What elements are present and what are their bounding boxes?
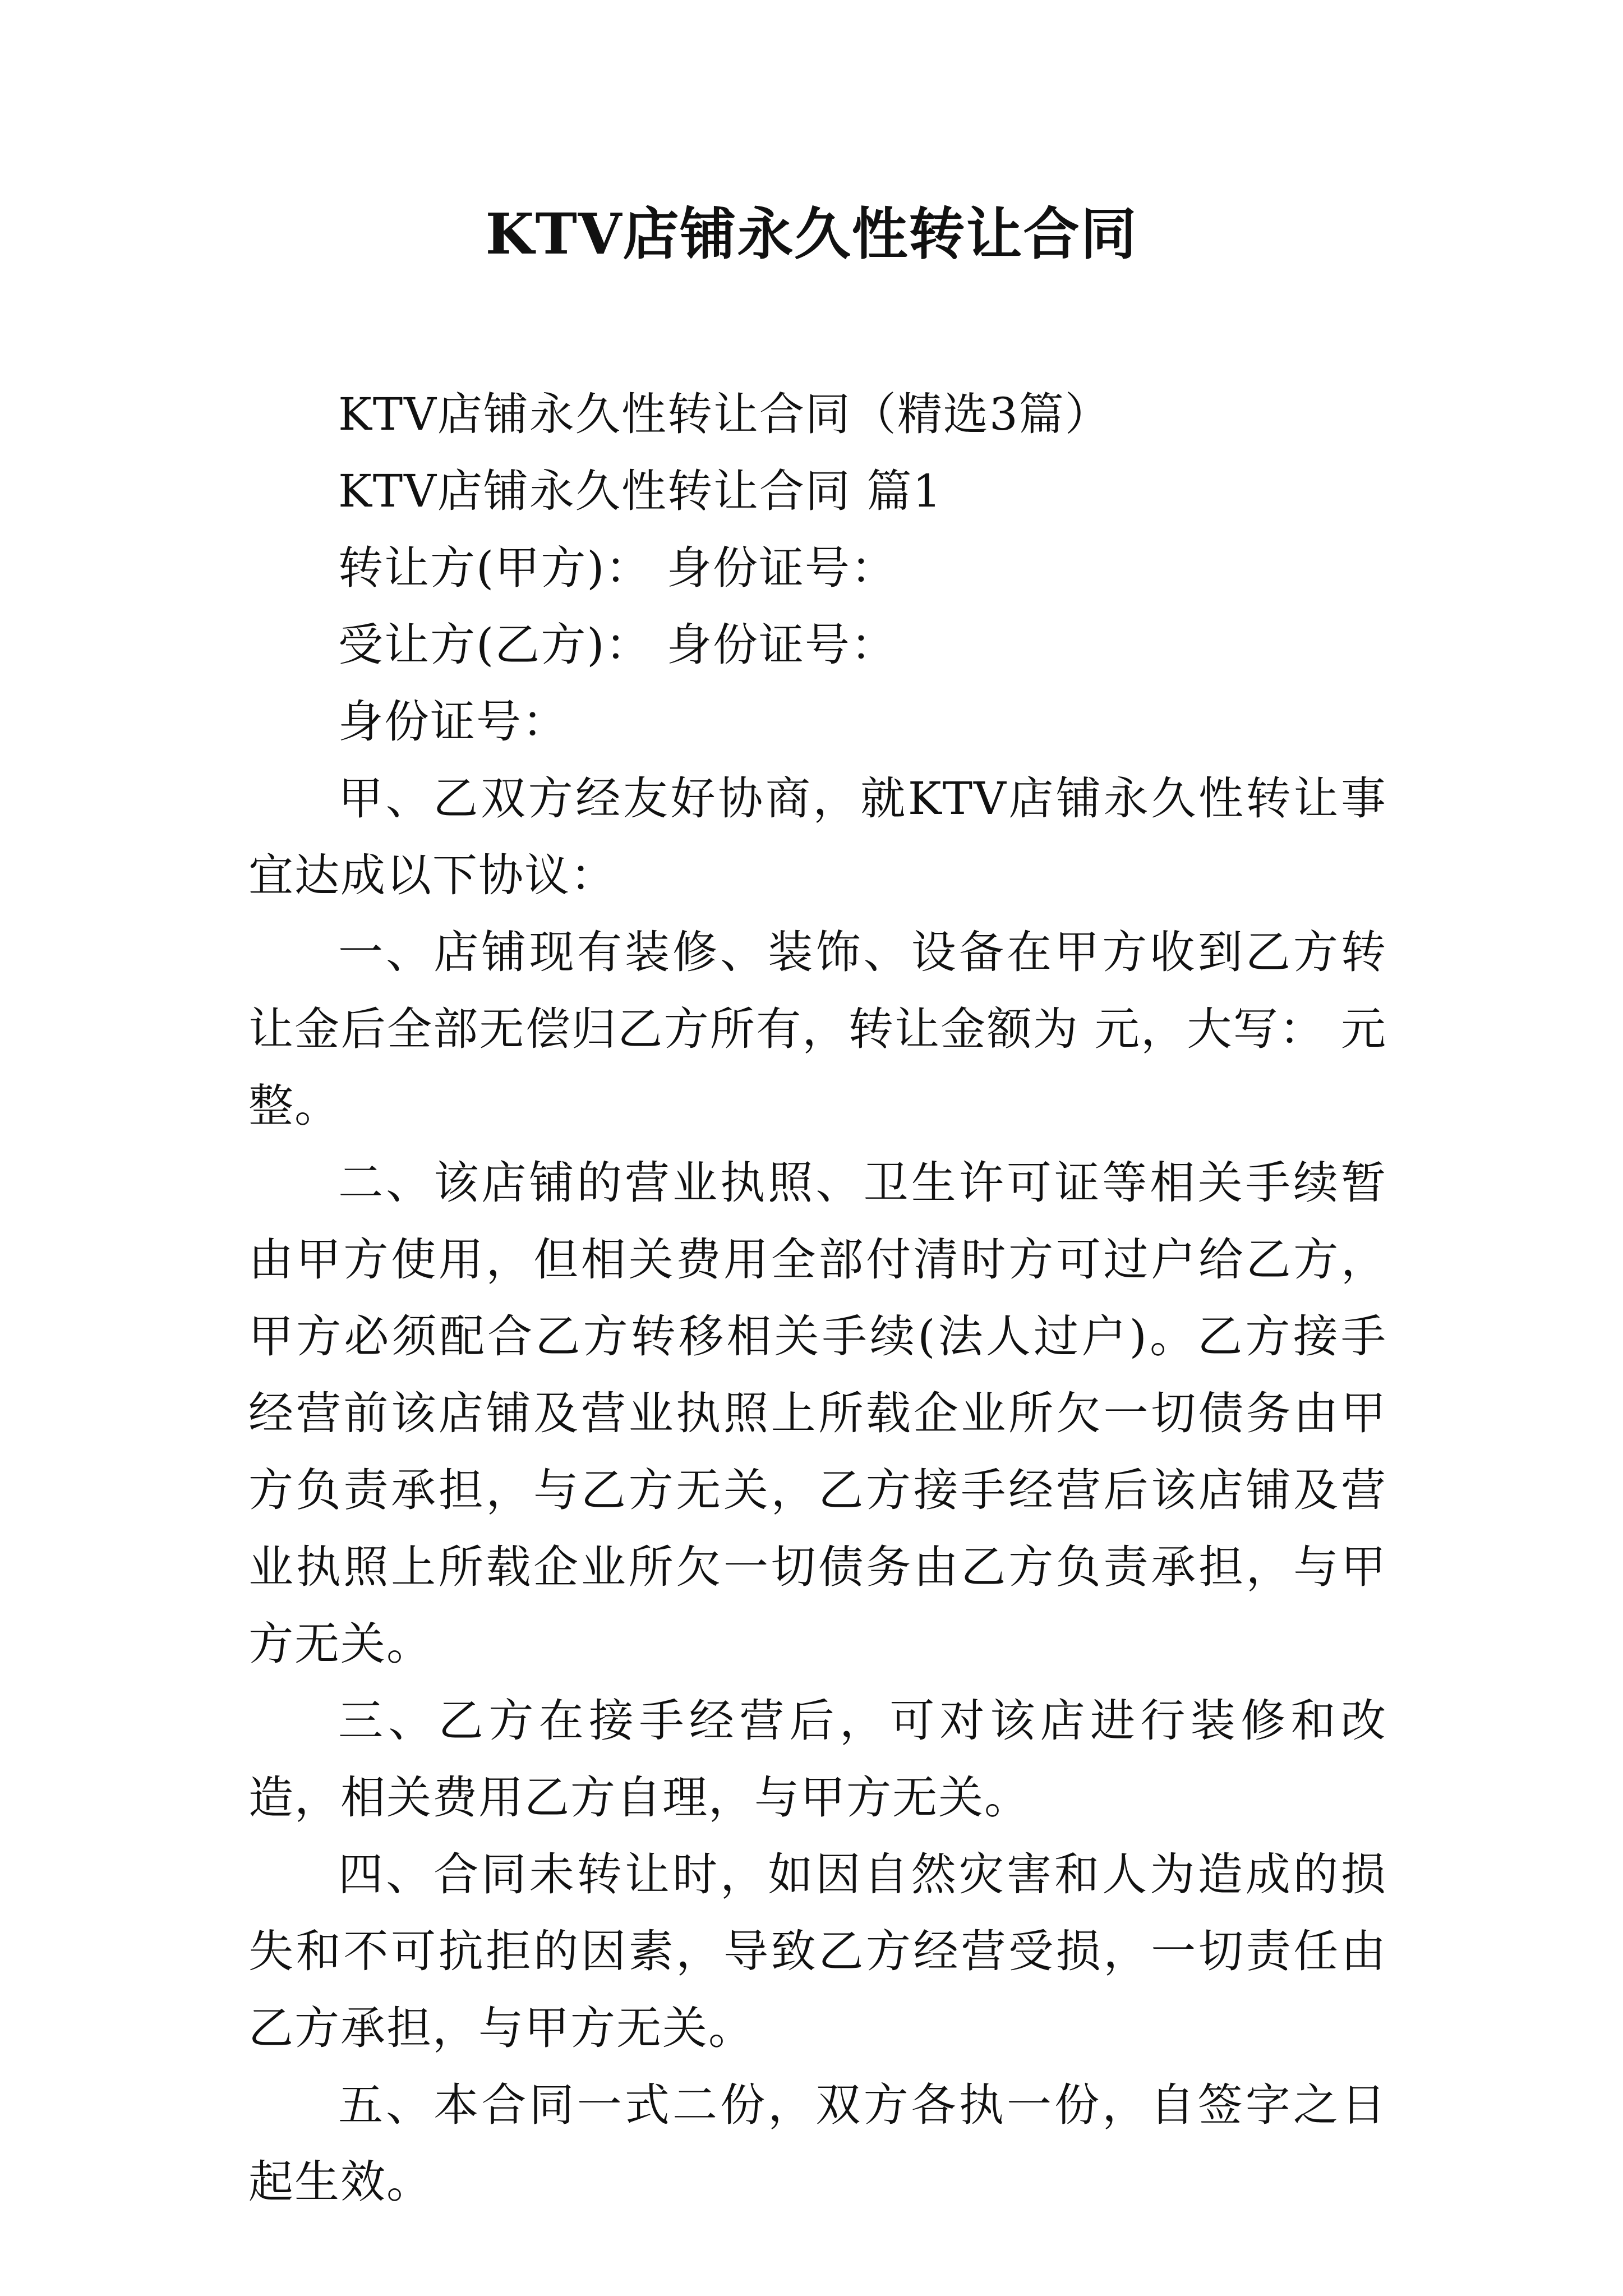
- id-number-line: 身份证号：: [338, 696, 568, 748]
- clause-2: 二、该店铺的营业执照、卫生许可证等相关手续暂由甲方使用，但相关费用全部付清时方可过户给乙方，甲方必须配合乙方转移相关手续(法人过户)。乙方接手经营前该店铺及营业执照上所载企业所欠一切债务由甲方负责承担，与乙方无关，乙方接手经营后该店铺及营业执照上所载企业所欠一切债务由乙方负责承担，与甲方无关。: [248, 1157, 1387, 1670]
- clause-4: 四、合同未转让时，如因自然灾害和人为造成的损失和不可抗拒的因素，导致乙方经营受损，一切责任由乙方承担，与甲方无关。: [248, 1848, 1387, 2054]
- party-b-line: 受让方(乙方)： 身份证号：: [338, 619, 897, 671]
- party-a-line: 转让方(甲方)： 身份证号：: [338, 542, 897, 594]
- preamble-paragraph: 甲、乙双方经友好协商，就KTV店铺永久性转让事宜达成以下协议：: [248, 772, 1387, 901]
- clause-1: 一、店铺现有装修、装饰、设备在甲方收到乙方转让金后全部无偿归乙方所有，转让金额为 元，大写： 元整。: [248, 926, 1387, 1132]
- document-title: KTV店铺永久性转让合同: [485, 201, 1138, 267]
- document-body: [248, 376, 1387, 2220]
- section-heading: KTV店铺永久性转让合同 篇1: [338, 465, 943, 517]
- clause-5: 五、本合同一式二份，双方各执一份，自签字之日起生效。: [248, 2079, 1387, 2208]
- clause-3: 三、乙方在接手经营后，可对该店进行装修和改造，相关费用乙方自理，与甲方无关。: [248, 1695, 1387, 1824]
- subtitle-selection: KTV店铺永久性转让合同（精选3篇）: [338, 388, 1111, 440]
